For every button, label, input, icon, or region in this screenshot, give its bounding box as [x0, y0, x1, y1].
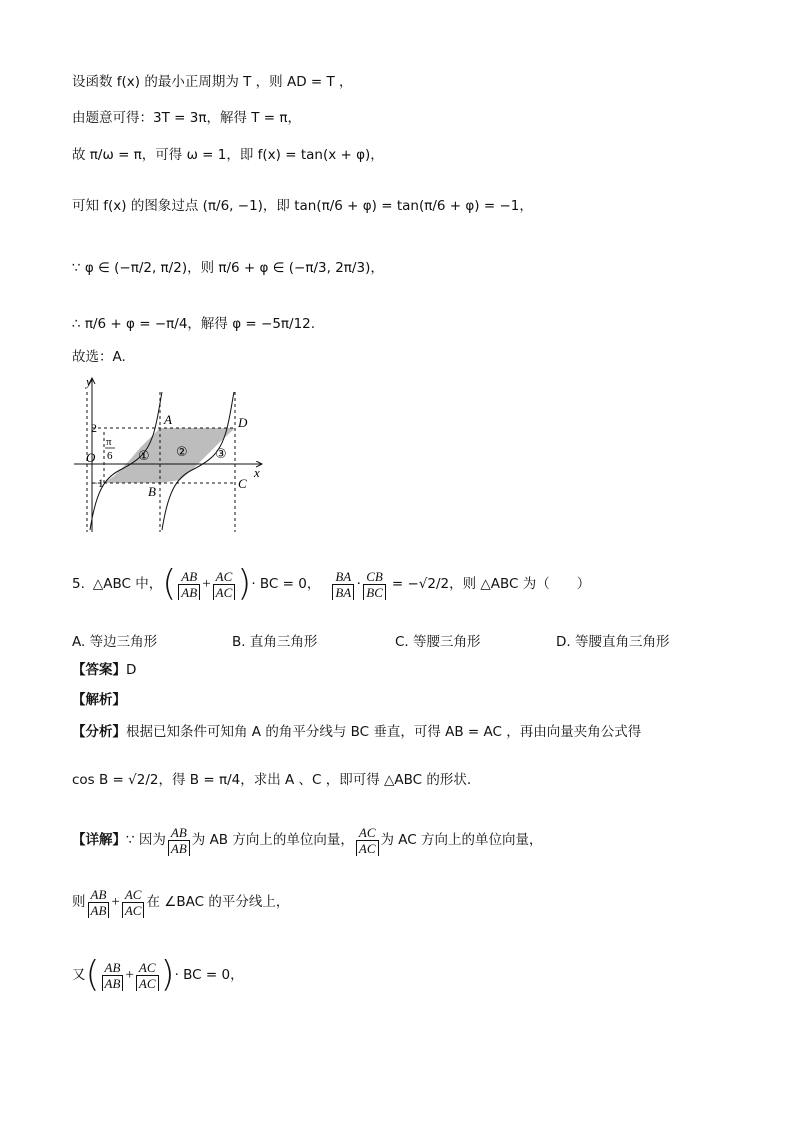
analysis-line [72, 690, 126, 710]
unit-vector-cb: $\frac{CB}{BC}$ [363, 569, 386, 600]
tick-neg1: −1 [91, 476, 104, 490]
pi-den-label: 6 [107, 450, 113, 462]
xiangjie-line-2: 则 $\frac{AB}{AB}$ + $\frac{AC}{AC}$ 在 ∠BAC 的平分线上， [72, 886, 290, 918]
point-A: A [164, 412, 172, 427]
y-label: y [86, 374, 92, 389]
xiangjie-text-2a: 则 [72, 894, 86, 910]
point-C: C [238, 476, 247, 491]
unit-vector-ac-4: $\frac{AC}{AC}$ [136, 960, 159, 991]
fenxi-line-2: cos B = √2/2，得 B = π/4，求出 A 、C ，即可得 △ABC 的形状. [72, 772, 472, 788]
question-prefix: △ABC 中， [92, 576, 163, 592]
line-1: 设函数 f(x) 的最小正周期为 T ，则 AD = T ， [72, 74, 353, 90]
line-3: 故 π/ω = π，可得 ω = 1，即 f(x) = tan(x + φ)， [72, 147, 384, 163]
unit-vector-ba: $\frac{BA}{BA}$ [332, 569, 354, 600]
region-3: ③ [215, 447, 227, 462]
option-c[interactable]: C. 等腰三角形 [395, 634, 481, 650]
point-B: B [148, 484, 156, 499]
pi-label: π [106, 436, 112, 448]
fenxi-label: 【分析】 [72, 724, 126, 740]
fenxi-line-1 [72, 722, 641, 742]
xiangjie-text-1a: ∵ 因为 [126, 832, 166, 848]
xiangjie-text-2b: 在 ∠BAC 的平分线上， [146, 894, 290, 910]
xiangjie-text-1b: 为 AB 方向上的单位向量， [191, 832, 354, 848]
question-number: 5. [72, 576, 85, 592]
answer-label: 【答案】 [72, 662, 126, 678]
line-4: 可知 f(x) 的图象过点 (π/6, −1)，即 tan(π/6 + φ) = tan(π/6 + φ) = −1， [72, 198, 533, 214]
line-5: ∵ φ ∈ (−π/2, π/2)，则 π/6 + φ ∈ (−π/3, 2π/3)， [72, 260, 384, 276]
unit-vector-ab-4: $\frac{AB}{AB}$ [102, 960, 124, 991]
unit-vector-ab: $\frac{AB}{AB}$ [178, 569, 200, 600]
question-suffix: ，则 △ABC 为（ ） [449, 576, 591, 592]
option-d[interactable]: D. 等腰直角三角形 [556, 634, 670, 650]
unit-vector-ab-2: $\frac{AB}{AB}$ [168, 825, 190, 856]
region-2: ② [176, 445, 188, 460]
answer-value: D [126, 662, 137, 678]
analysis-label: 【解析】 [72, 692, 126, 708]
fenxi-text-1: 根据已知条件可知角 A 的角平分线与 BC 垂直，可得 AB = AC ，再由向量夹角公式得 [126, 724, 642, 740]
region-1: ① [138, 449, 150, 464]
origin-label: O [86, 450, 96, 465]
xiangjie-label: 【详解】 [72, 832, 126, 848]
tangent-graph [70, 372, 270, 534]
xiangjie-text-3a: 又 [72, 967, 86, 983]
point-D: D [238, 415, 248, 430]
x-label: x [254, 465, 260, 480]
unit-vector-ab-3: $\frac{AB}{AB}$ [88, 887, 110, 918]
unit-vector-ac-2: $\frac{AC}{AC}$ [356, 825, 379, 856]
tick-2: 2 [91, 421, 97, 435]
unit-vector-ac: $\frac{AC}{AC}$ [213, 569, 236, 600]
xiangjie-text-1c: 为 AC 方向上的单位向量， [380, 832, 543, 848]
line-2: 由题意可得：3T = 3π，解得 T = π， [72, 110, 302, 126]
line-7: 故选：A. [72, 349, 126, 365]
line-6: ∴ π/6 + φ = −π/4，解得 φ = −5π/12. [72, 316, 316, 332]
question-mid: · BC = 0， [251, 576, 321, 592]
option-b[interactable]: B. 直角三角形 [232, 634, 318, 650]
xiangjie-line-1 [72, 818, 543, 862]
xiangjie-line-3: 又 ( $\frac{AB}{AB}$ + $\frac{AC}{AC}$ ) · BC = 0， [72, 954, 244, 995]
option-a[interactable]: A. 等边三角形 [72, 634, 158, 650]
question-ratio: = −√2/2 [391, 576, 450, 592]
answer-line [72, 660, 136, 680]
xiangjie-text-3b: · BC = 0， [174, 967, 244, 983]
unit-vector-ac-3: $\frac{AC}{AC}$ [122, 887, 145, 918]
question-5: 5. △ABC 中， ( $\frac{AB}{AB}$ + $\frac{AC}{AC}$ ) · BC = 0， $\frac{BA}{BA}$ · $\frac{CB}{BC}$ = −√2/2 ，则 △ABC 为（ ） [72, 563, 591, 604]
